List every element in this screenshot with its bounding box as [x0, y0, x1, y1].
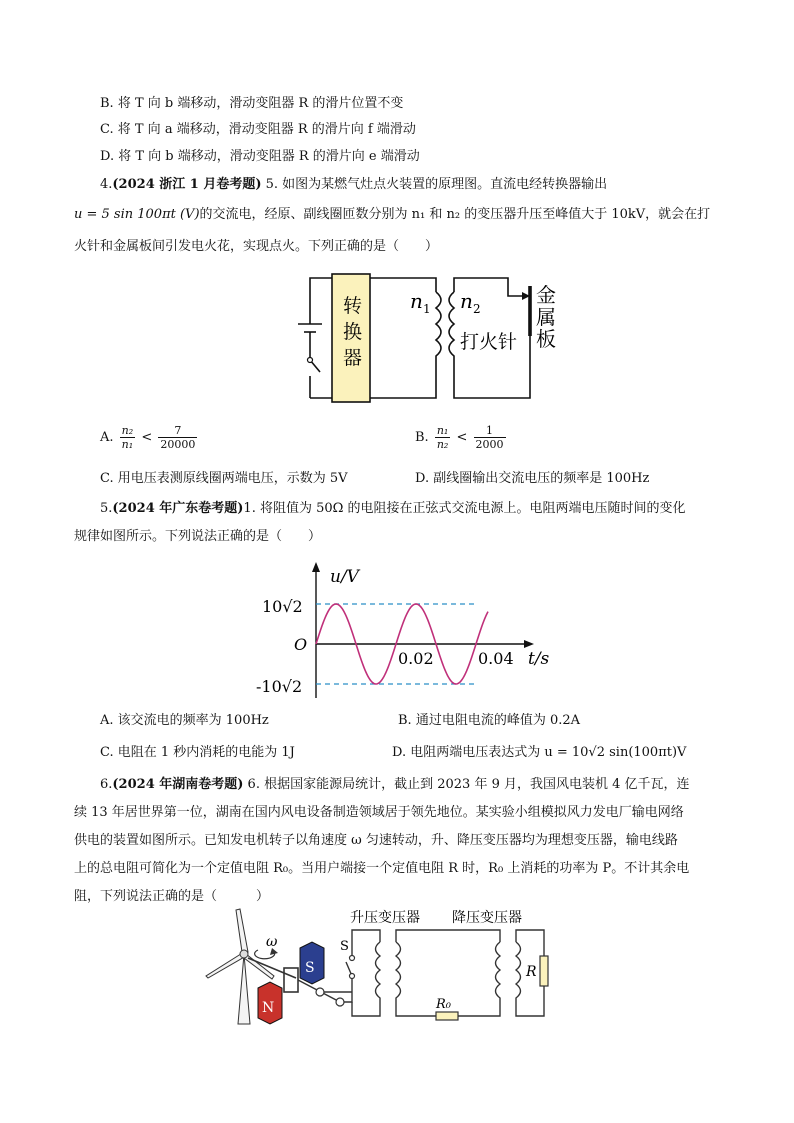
magnet-s-icon [300, 942, 324, 984]
n2-label: n [460, 289, 473, 313]
r-label: R [526, 964, 537, 980]
x-axis-arrow [524, 640, 534, 648]
prev-option-b: B. 将 T 向 b 端移动，滑动变阻器 R 的滑片位置不变 [100, 96, 404, 111]
q6-stem-line1 [100, 776, 690, 794]
n1-label: n [410, 289, 423, 313]
step-down-label: 降压变压器 [452, 910, 522, 926]
y-tick-top: 10√2 [262, 597, 303, 616]
y-axis-arrow [312, 562, 320, 572]
wind-power-diagram [200, 906, 560, 1028]
q6-source: (2024 年湖南卷考题) [112, 777, 244, 792]
plate-label-3: 板 [536, 327, 556, 351]
q4-option-a-label: A. [100, 430, 114, 445]
q4-stem-line2 [74, 206, 710, 224]
voltage-time-chart [250, 558, 560, 703]
q4-option-c: C. 用电压表测原线圈两端电压，示数为 5V [100, 471, 348, 486]
plate-label-1: 金 [536, 283, 556, 307]
y-axis-label: u/V [330, 567, 359, 587]
y-tick-bottom: -10√2 [256, 677, 303, 696]
r0-resistor [436, 1012, 458, 1020]
q5-number: 5. [100, 501, 113, 516]
q4-option-a-fraction-right: $\frac{7}{20000}$ [160, 424, 196, 451]
q4-formula: u = 5 sin 100πt (V) [74, 207, 200, 222]
r-resistor [540, 956, 548, 986]
q4-stem-text1: 5. 如图为某燃气灶点火装置的原理图。直流电经转换器输出 [261, 177, 608, 192]
q6-stem-text1: 6. 根据国家能源局统计，截止到 2023 年 9 月，我国风电装机 4 亿千瓦，连 [243, 777, 690, 792]
q6-stem-line2: 续 13 年居世界第一位，湖南在国内风电设备制造领域居于领先地位。某实验小组模拟风力发电厂输电网络 [74, 805, 684, 820]
q4-option-a: A. $\frac{\text{n₂}}{\text{n₁}}$ < $\frac{7}{20000}$ [100, 424, 196, 451]
q5-option-a: A. 该交流电的频率为 100Hz [100, 713, 269, 728]
q6-stem-line3: 供电的装置如图所示。已知发电机转子以角速度 ω 匀速转动，升、降压变压器均为理想变压器，输电线路 [74, 833, 678, 848]
x-axis-label: t/s [528, 649, 550, 669]
origin-label: O [294, 635, 308, 654]
q6-stem-line5: 阻，下列说法正确的是（ ） [74, 889, 270, 904]
n1-sub: 1 [423, 302, 431, 316]
q4-stem-line3: 火针和金属板间引发电火花，实现点火。下列正确的是（ ） [74, 239, 439, 254]
r0-label: R₀ [436, 997, 451, 1012]
prev-option-d: D. 将 T 向 b 端移动，滑动变阻器 R 的滑片向 e 端滑动 [100, 149, 420, 164]
omega-label: ω [266, 934, 278, 950]
q4-option-b-label: B. [415, 430, 429, 445]
magnet-n-icon [258, 982, 282, 1024]
q4-option-b-fraction-right: $\frac{1}{2000}$ [475, 424, 504, 451]
q4-option-a-fraction-left: $\frac{\text{n₂}}{\text{n₁}}$ [121, 424, 134, 451]
q5-source: (2024 年广东卷考题) [112, 501, 244, 516]
q4-option-d: D. 副线圈输出交流电压的频率是 100Hz [415, 471, 650, 486]
x-tick-2: 0.04 [478, 649, 514, 668]
q4-option-b: B. $\frac{\text{n₁}}{\text{n₂}}$ < $\frac{1}{2000}$ [415, 424, 504, 451]
q5-option-b: B. 通过电阻电流的峰值为 0.2A [398, 713, 581, 728]
switch-label: S [340, 939, 349, 954]
svg-text:S: S [305, 960, 315, 976]
n2-sub: 2 [473, 302, 481, 316]
prev-option-c: C. 将 T 向 a 端移动，滑动变阻器 R 的滑片向 f 端滑动 [100, 122, 416, 137]
q5-stem-line1 [100, 500, 686, 518]
q5-stem-line2: 规律如图所示。下列说法正确的是（ ） [74, 529, 322, 544]
converter-label-3: 器 [343, 347, 363, 369]
q5-stem-text1: 1. 将阻值为 50Ω 的电阻接在正弦式交流电源上。电阻两端电压随时间的变化 [243, 501, 686, 516]
plate-label-2: 属 [536, 305, 556, 329]
svg-text:N: N [262, 1000, 275, 1016]
ignition-circuit-diagram [290, 272, 580, 412]
q5-option-d: D. 电阻两端电压表达式为 u = 10√2 sin(100πt)V [392, 745, 687, 760]
q4-source: (2024 浙江 1 月卷考题) [112, 177, 262, 192]
q5-option-c: C. 电阻在 1 秒内消耗的电能为 1J [100, 745, 295, 760]
needle-label: 打火针 [460, 331, 518, 353]
x-tick-1: 0.02 [398, 649, 434, 668]
step-up-label: 升压变压器 [350, 910, 420, 926]
converter-label-1: 转 [343, 295, 363, 317]
q6-number: 6. [100, 777, 113, 792]
q4-number: 4. [100, 177, 113, 192]
q6-stem-line4: 上的总电阻可简化为一个定值电阻 R₀。当用户端接一个定值电阻 R 时，R₀ 上消耗的功率为 P。不计其余电 [74, 861, 690, 876]
q4-option-b-fraction-left: $\frac{\text{n₁}}{\text{n₂}}$ [436, 424, 449, 451]
q4-stem-line1 [100, 176, 607, 194]
q4-stem-text2: 的交流电，经原、副线圈匝数分别为 n₁ 和 n₂ 的变压器升压至峰值大于 10kV，就会在打 [199, 207, 711, 222]
converter-label-2: 换 [343, 321, 363, 343]
